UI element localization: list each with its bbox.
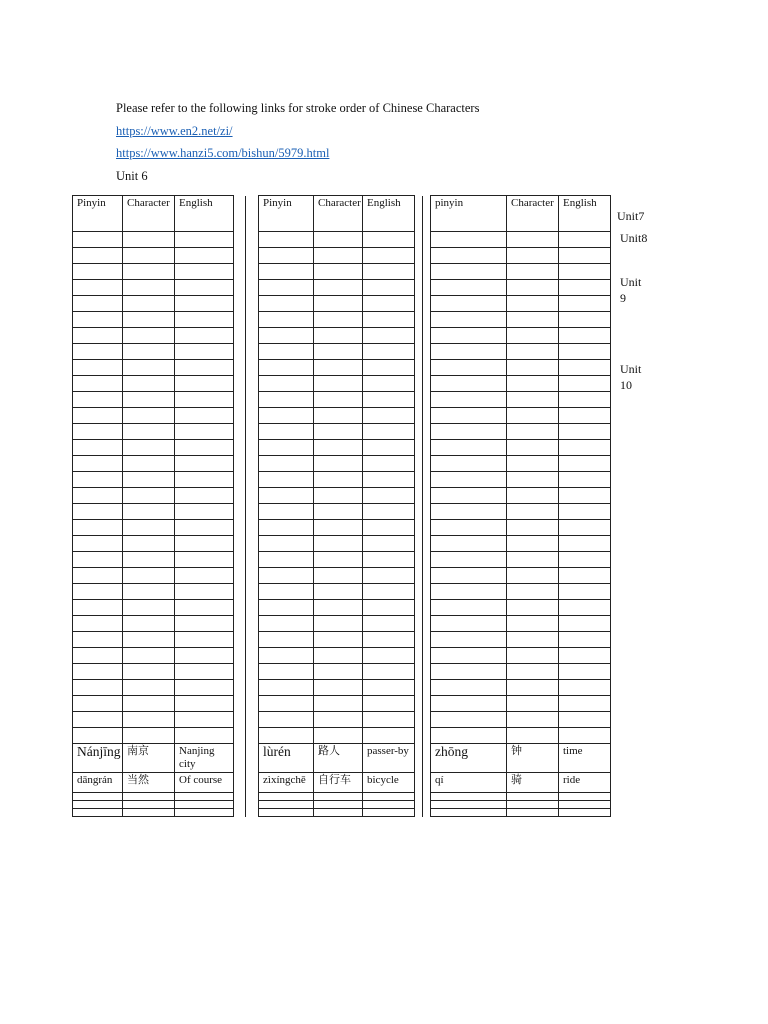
table-gap <box>415 196 423 232</box>
english-cell: Of course <box>175 773 234 793</box>
character-cell: 南京 <box>123 744 175 773</box>
stroke-order-note: Please refer to the following links for stroke order of Chinese Characters <box>116 101 480 115</box>
unit-7-label: Unit7 <box>617 209 645 223</box>
header-cell: Pinyin <box>73 196 123 232</box>
table-row <box>73 773 611 793</box>
unit-6-title: Unit 6 <box>116 168 148 183</box>
english-cell: bicycle <box>363 773 415 793</box>
character-cell: 路人 <box>314 744 363 773</box>
header-cell: Pinyin <box>259 196 314 232</box>
character-cell: 骑 <box>507 773 559 793</box>
table-gap <box>234 196 246 232</box>
character-cell: 钟 <box>507 744 559 773</box>
pinyin-cell: lùrén <box>259 744 314 773</box>
header-cell: English <box>175 196 234 232</box>
header-cell: Character <box>123 196 175 232</box>
unit-9-label: Unit 9 <box>620 275 642 305</box>
english-cell: ride <box>559 773 611 793</box>
english-cell: passer-by <box>363 744 415 773</box>
english-cell: time <box>559 744 611 773</box>
unit-10-label: Unit 10 <box>620 362 642 392</box>
pinyin-cell: dāngrán <box>73 773 123 793</box>
unit-8-label: Unit8 <box>620 231 648 245</box>
english-cell: Nanjing city <box>175 744 234 773</box>
character-cell: 自行车 <box>314 773 363 793</box>
header-cell: Character <box>314 196 363 232</box>
pinyin-cell: qí <box>431 773 507 793</box>
header-cell: Character <box>507 196 559 232</box>
header-cell: English <box>559 196 611 232</box>
link-hanzi5-bishun[interactable]: https://www.hanzi5.com/bishun/5979.html <box>116 146 330 160</box>
vocabulary-table <box>72 195 611 817</box>
pinyin-cell: zìxíngchē <box>259 773 314 793</box>
table-gap <box>246 196 259 232</box>
table-gap <box>423 196 431 232</box>
pinyin-cell: zhōng <box>431 744 507 773</box>
intro-block <box>116 97 479 187</box>
pinyin-cell: Nánjīng <box>73 744 123 773</box>
header-cell: English <box>363 196 415 232</box>
character-cell: 当然 <box>123 773 175 793</box>
table-row <box>73 744 611 773</box>
link-en2-zi[interactable]: https://www.en2.net/zi/ <box>116 123 233 138</box>
header-cell: pinyin <box>431 196 507 232</box>
